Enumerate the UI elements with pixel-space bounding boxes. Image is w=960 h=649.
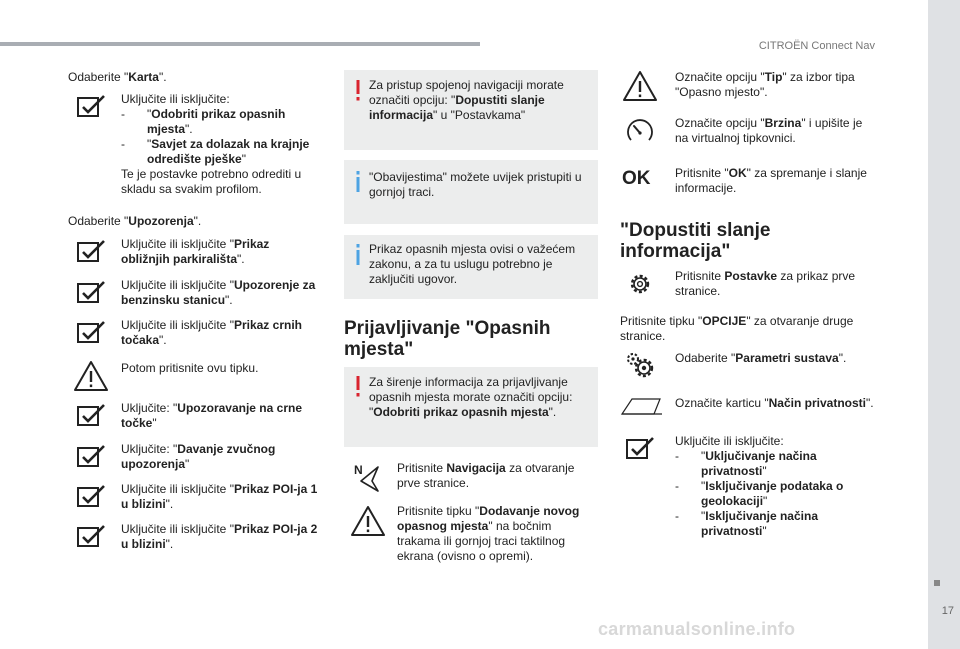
ok-text: Pritisnite "OK" za spremanje i slanje informacije.	[675, 166, 867, 195]
checkbox-icon	[75, 442, 109, 472]
checkbox-icon	[75, 278, 109, 308]
speed-text: Označite opciju "Brzina" i upišite je na virtualnoj tipkovnici.	[675, 116, 863, 145]
type-text: Označite opciju "Tip" za izbor tipa "Opasno mjesto".	[675, 70, 855, 99]
tab-icon	[620, 396, 664, 418]
option-row: Uključite ili isključite "Upozorenje za benzinsku stanicu".	[121, 278, 316, 307]
option-row: Uključite ili isključite "Prikaz POI-ja 2 u blizini".	[121, 522, 318, 551]
checkbox-icon	[75, 482, 109, 512]
section-heading: Prijavljivanje "Opasnih mjesta"	[344, 318, 551, 360]
note-box-info	[344, 160, 598, 224]
page-marker	[934, 580, 940, 586]
select-karta-text: Odaberite "Karta".	[68, 70, 167, 84]
checkbox-icon	[75, 237, 109, 267]
page-side-bar	[928, 0, 960, 649]
option-row: Uključite ili isključite "Prikaz crnih točaka".	[121, 318, 302, 347]
info-icon	[354, 244, 362, 266]
note-box-alert	[344, 367, 598, 447]
exclamation-icon	[354, 376, 362, 398]
checkbox-icon	[75, 401, 109, 431]
info-icon	[354, 171, 362, 193]
privacy-options: Uključite ili isključite: - "Uključivanje načina privatnosti" - "Isključivanje podataka o geolokaciji" - "Isključivanje načina privatnosti"	[675, 434, 844, 538]
option-row: Uključite ili isključite "Prikaz POI-ja 1 u blizini".	[121, 482, 318, 511]
warning-triangle-icon	[350, 505, 386, 537]
select-upozorenja-text: Odaberite "Upozorenja".	[68, 214, 202, 228]
page-number: 17	[941, 605, 954, 617]
warning-triangle-icon	[622, 70, 658, 102]
settings-text: Pritisnite Postavke za prikaz prve stranice.	[675, 269, 856, 298]
svg-text:N: N	[354, 463, 363, 477]
checkbox-icon	[75, 522, 109, 552]
options-text: Pritisnite tipku "OPCIJE" za otvaranje druge stranice.	[620, 314, 854, 343]
note-text: "Obavijestima" možete uvijek pristupiti u gornjoj traci.	[369, 170, 582, 199]
exclamation-icon	[354, 80, 362, 102]
report-text: Pritisnite tipku "Dodavanje novog opasnog mjesta" na bočnim trakama ili gornjoj traci taktilnog ekrana (ovisno o opremi).	[397, 504, 580, 563]
press-button-text: Potom pritisnite ovu tipku.	[121, 361, 259, 375]
warning-triangle-icon	[73, 360, 109, 392]
navigation-arrow-icon	[352, 461, 382, 493]
note-box-info	[344, 235, 598, 299]
brand-label: CITROËN Connect Nav	[758, 40, 875, 52]
section-heading: "Dopustiti slanje informacija"	[620, 220, 771, 262]
navigation-text: Pritisnite Navigacija za otvaranje prve stranice.	[397, 461, 575, 490]
note-text: Za širenje informacija za prijavljivanje opasnih mjesta morate označiti opciju: "Odobriti prikaz opasnih mjesta".	[369, 375, 573, 419]
note-box-alert	[344, 70, 598, 150]
privacy-tab-text: Označite karticu "Način privatnosti".	[675, 396, 874, 410]
note-text: Za pristup spojenoj navigaciji morate označiti opciju: "Dopustiti slanje informacija" u "Postavkama"	[369, 78, 564, 122]
ok-button-icon: OK	[622, 168, 651, 189]
header-rule	[0, 42, 480, 46]
option-row: Uključite: "Davanje zvučnog upozorenja"	[121, 442, 276, 471]
karta-options: Uključite ili isključite: - "Odobriti prikaz opasnih mjesta". - "Savjet za dolazak na krajnje odredište pješke" Te je postavke potrebno odrediti u skladu sa svakim profilom.	[121, 92, 310, 196]
option-row: Uključite ili isključite "Prikaz obližnjih parkirališta".	[121, 237, 270, 266]
checkbox-icon	[75, 318, 109, 348]
watermark: carmanualsonline.info	[598, 619, 796, 639]
option-row: Uključite: "Upozoravanje na crne točke"	[121, 401, 302, 430]
system-text: Odaberite "Parametri sustava".	[675, 351, 847, 365]
speedometer-icon	[625, 116, 655, 146]
gear-icon	[625, 269, 655, 299]
checkbox-icon	[624, 434, 658, 464]
note-text: Prikaz opasnih mjesta ovisi o važećem zakonu, a za tu uslugu potrebno je zaključiti ugovor.	[369, 242, 576, 286]
gears-icon	[624, 350, 658, 382]
checkbox-icon	[75, 92, 109, 122]
